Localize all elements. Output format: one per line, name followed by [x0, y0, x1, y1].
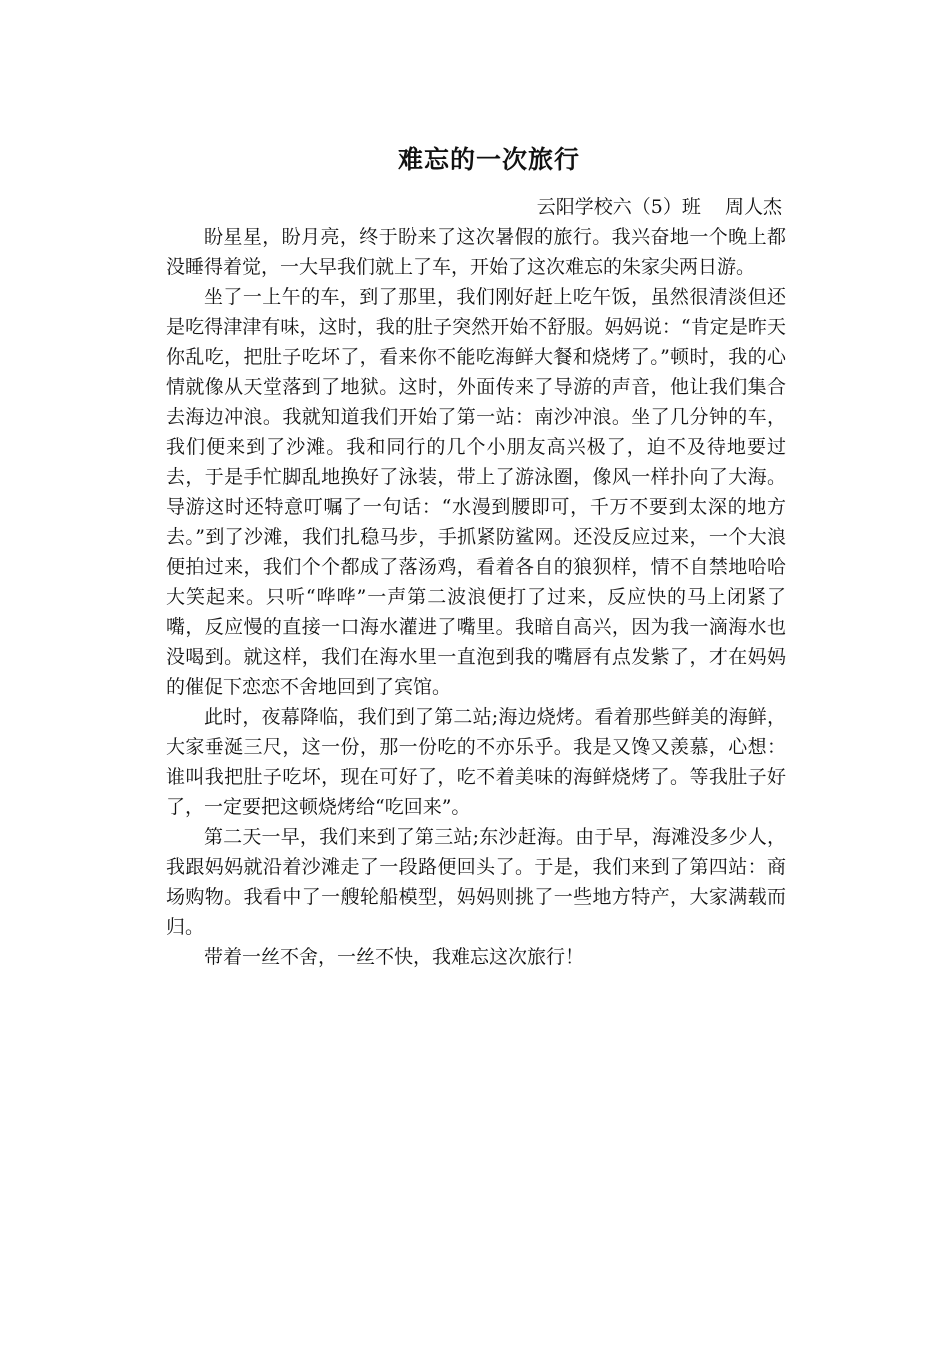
paragraph-4: 第二天一早，我们来到了第三站;东沙赶海。由于早，海滩没多少人，我跟妈妈就沿着沙滩走了一段路便回头了。于是，我们来到了第四站：商场购物。我看中了一艘轮船模型，妈妈则挑了一些地方特产，大家满载而归。 [166, 826, 786, 938]
document-page [166, 140, 786, 972]
paragraph-3: 此时，夜幕降临，我们到了第二站;海边烧烤。看着那些鲜美的海鲜，大家垂涎三尺，这一份，那一份吃的不亦乐乎。我是又馋又羡慕，心想：谁叫我把肚子吃坏，现在可好了，吃不着美味的海鲜烧烤了。等我肚子好了，一定要把这顿烧烤给“吃回来”。 [166, 706, 786, 818]
paragraph-2: 坐了一上午的车，到了那里，我们刚好赶上吃午饭，虽然很清淡但还是吃得津津有味，这时，我的肚子突然开始不舒服。妈妈说：“肯定是昨天你乱吃，把肚子吃坏了，看来你不能吃海鲜大餐和烧烤了。”顿时，我的心情就像从天堂落到了地狱。这时，外面传来了导游的声音，他让我们集合去海边冲浪。我就知道我们开始了第一站：南沙冲浪。坐了几分钟的车，我们便来到了沙滩。我和同行的几个小朋友高兴极了，迫不及待地要过去，于是手忙脚乱地换好了泳装，带上了游泳圈，像风一样扑向了大海。导游这时还特意叮嘱了一句话：“水漫到腰即可，千万不要到太深的地方去。”到了沙滩，我们扎稳马步，手抓紧防鲨网。还没反应过来，一个大浪便拍过来，我们个个都成了落汤鸡，看着各自的狼狈样，情不自禁地哈哈大笑起来。只听“哗哗”一声第二波浪便打了过来，反应快的马上闭紧了嘴，反应慢的直接一口海水灌进了嘴里。我暗自高兴，因为我一滴海水也没喝到。就这样，我们在海水里一直泡到我的嘴唇有点发紫了，才在妈妈的催促下恋恋不舍地回到了宾馆。 [166, 286, 786, 698]
paragraph-5: 带着一丝不舍，一丝不快，我难忘这次旅行！ [204, 946, 585, 968]
document-title: 难忘的一次旅行 [397, 145, 580, 174]
author-byline: 云阳学校六（5）班 周人杰 [536, 196, 782, 218]
paragraph-1: 盼星星，盼月亮，终于盼来了这次暑假的旅行。我兴奋地一个晚上都没睡得着觉，一大早我们就上了车，开始了这次难忘的朱家尖两日游。 [166, 226, 786, 278]
